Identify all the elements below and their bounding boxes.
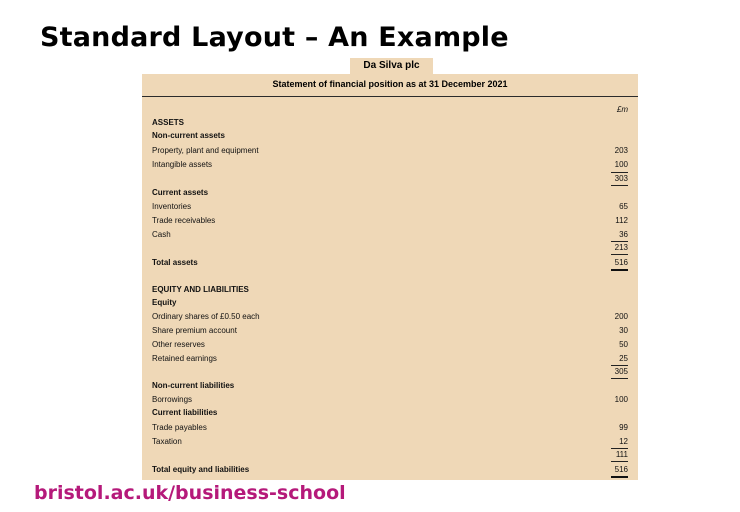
table-row	[152, 145, 628, 157]
total-rule	[611, 269, 628, 271]
unit-row	[152, 104, 628, 116]
total-label: Total equity and liabilities	[152, 465, 250, 474]
non-current-liabilities-heading	[152, 380, 628, 392]
assets-heading	[152, 117, 628, 129]
footer-url: bristol.ac.uk/business-school	[34, 482, 346, 504]
row-value: 50	[619, 340, 628, 349]
equity-heading	[152, 297, 628, 309]
subsection-heading: Current liabilities	[152, 408, 218, 417]
row-value: 99	[619, 423, 628, 432]
total-equity-liabilities-row	[152, 464, 628, 476]
table-row	[152, 436, 628, 448]
equity-liabilities-heading	[152, 284, 628, 296]
row-label: Trade payables	[152, 423, 207, 432]
subtotal-value: 305	[614, 367, 628, 376]
section-heading: EQUITY AND LIABILITIES	[152, 285, 249, 294]
current-liabilities-heading	[152, 407, 628, 419]
unit-label: £m	[616, 105, 628, 114]
subtotal-rule	[611, 185, 628, 186]
table-row	[152, 159, 628, 171]
subtotal-rule	[611, 254, 628, 255]
row-label: Other reserves	[152, 340, 205, 349]
table-row	[152, 353, 628, 365]
company-name: Da Silva plc	[350, 58, 433, 74]
subtotal-row	[152, 366, 628, 378]
total-rule	[611, 476, 628, 478]
row-label: Ordinary shares of £0.50 each	[152, 312, 260, 321]
slide-title: Standard Layout – An Example	[40, 22, 509, 53]
row-value: 30	[619, 326, 628, 335]
table-row	[152, 229, 628, 241]
row-value: 12	[619, 437, 628, 446]
row-value: 25	[619, 354, 628, 363]
table-row	[152, 215, 628, 227]
table-row	[152, 394, 628, 406]
non-current-assets-heading	[152, 130, 628, 142]
row-label: Borrowings	[152, 395, 193, 404]
subsection-heading: Current assets	[152, 188, 209, 197]
row-label: Share premium account	[152, 326, 237, 335]
row-value: 112	[615, 216, 628, 225]
row-label: Cash	[152, 230, 171, 239]
total-label: Total assets	[152, 258, 198, 267]
section-heading: ASSETS	[152, 118, 185, 127]
row-value: 200	[614, 312, 628, 321]
total-value: 516	[614, 258, 628, 267]
subsection-heading: Equity	[152, 298, 177, 307]
row-label: Property, plant and equipment	[152, 146, 259, 155]
subtotal-rule	[611, 461, 628, 462]
row-label: Taxation	[152, 437, 182, 446]
table-row	[152, 201, 628, 213]
row-value: 65	[619, 202, 628, 211]
total-value: 516	[614, 465, 628, 474]
subtotal-row	[152, 242, 628, 254]
table-row	[152, 311, 628, 323]
table-row	[152, 339, 628, 351]
subtotal-rule	[611, 378, 628, 379]
subtotal-value: 111	[615, 450, 628, 459]
current-assets-heading	[152, 187, 628, 199]
subtotal-value: 303	[614, 174, 628, 183]
table-row	[152, 325, 628, 337]
row-value: 36	[619, 230, 628, 239]
row-value: 203	[614, 146, 628, 155]
subsection-heading: Non-current liabilities	[152, 381, 235, 390]
row-label: Inventories	[152, 202, 192, 211]
row-label: Trade receivables	[152, 216, 216, 225]
total-assets-row	[152, 257, 628, 269]
subtotal-row	[152, 449, 628, 461]
statement-title: Statement of financial position as at 31 December 2021	[272, 79, 508, 89]
subtotal-row	[152, 173, 628, 185]
table-row	[152, 422, 628, 434]
subsection-heading: Non-current assets	[152, 131, 225, 140]
row-label: Intangible assets	[152, 160, 213, 169]
row-value: 100	[614, 160, 628, 169]
title-divider	[142, 96, 638, 97]
financial-statement	[142, 74, 638, 480]
row-value: 100	[614, 395, 628, 404]
row-label: Retained earnings	[152, 354, 217, 363]
subtotal-value: 213	[614, 243, 628, 252]
